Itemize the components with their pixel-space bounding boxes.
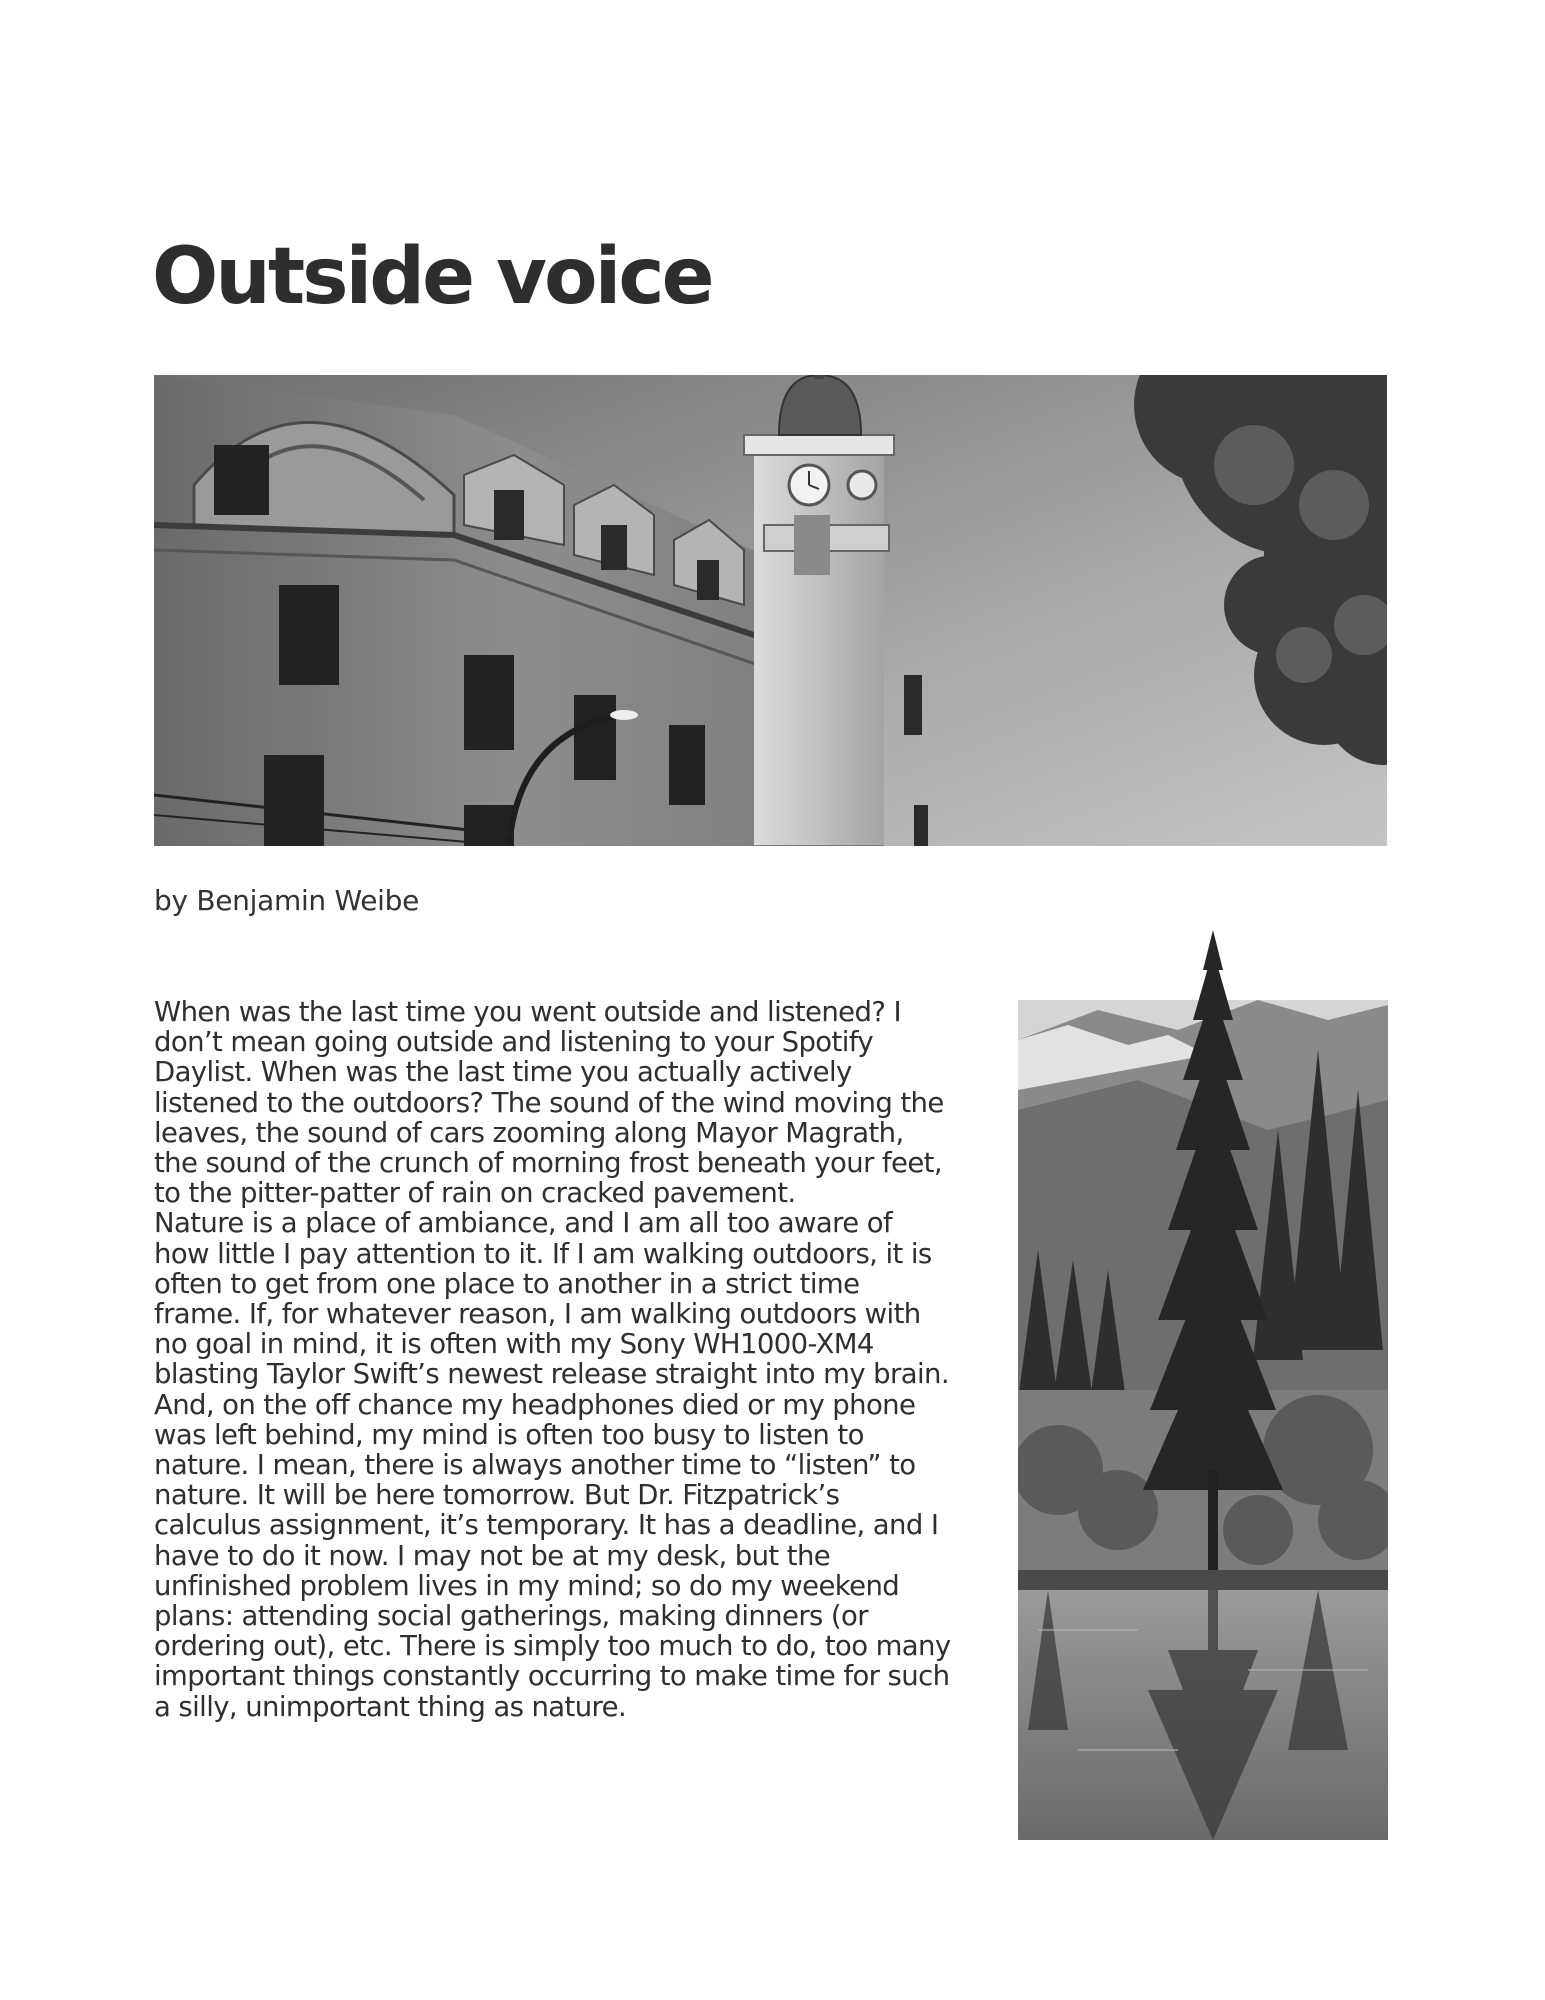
hero-photo <box>154 375 1387 846</box>
article-body <box>154 997 954 1722</box>
article-byline: by Benjamin Weibe <box>154 884 420 917</box>
article-paragraph: Nature is a place of ambiance, and I am all too aware of how little I pay attention to it. If I am walking outdoors, it is often to get from one place to another in a strict time frame. If, for whatever reason, I am walking outdoors with no goal in mind, it is often with my Sony WH1000-XM4 blasting Taylor Swift’s newest release straight into my brain. And, on the off chance my headphones died or my phone was left behind, my mind is often too busy to listen to nature. I mean, there is always another time to “listen” to nature. It will be here tomorrow. But Dr. Fitzpatrick’s calculus assignment, it’s temporary. It has a deadline, and I have to do it now. I may not be at my desk, but the unfinished problem lives in my mind; so do my weekend plans: attending social gatherings, making dinners (or ordering out), etc. There is simply too much to do, too many important things constantly occurring to make time for such a silly, unimportant thing as nature. <box>154 1207 951 1723</box>
side-photo <box>1018 930 1388 1840</box>
article-title: Outside voice <box>152 232 712 322</box>
article-paragraph: When was the last time you went outside and listened? I don’t mean going outside and listening to your Spotify Daylist. When was the last time you actually actively listened to the outdoors? The sound of the wind moving the leaves, the sound of cars zooming along Mayor Magrath, the sound of the crunch of morning frost beneath your feet, to the pitter-patter of rain on cracked pavement. <box>154 996 944 1210</box>
